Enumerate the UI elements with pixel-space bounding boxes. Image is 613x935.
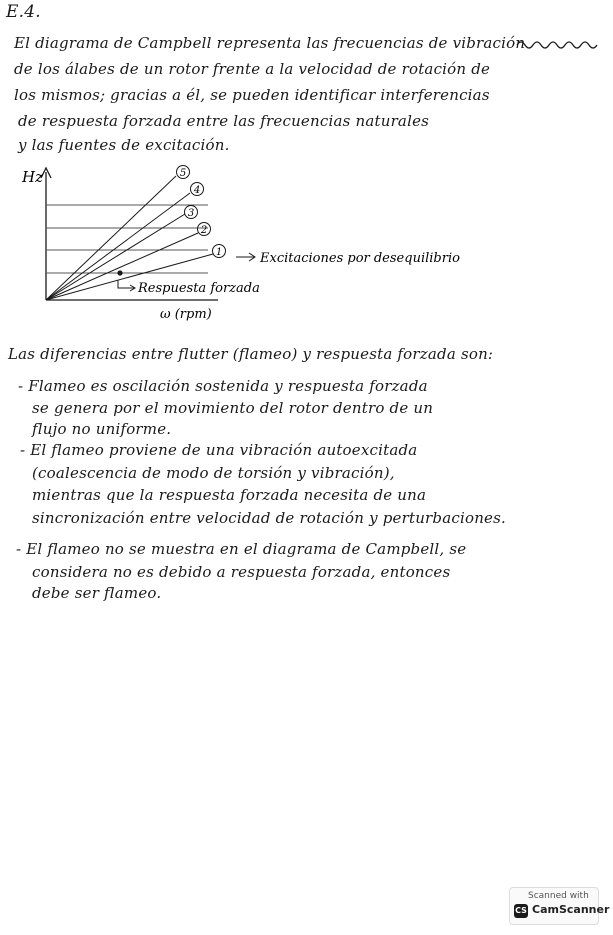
bullet-line: (coalescencia de modo de torsión y vibración), (32, 464, 395, 482)
bullet-line: - Flameo es oscilación sostenida y respuesta forzada (18, 377, 428, 395)
bullet-line: debe ser flameo. (32, 584, 162, 602)
forced-response-point (117, 270, 122, 275)
camscanner-name: CamScanner (532, 903, 610, 916)
page-heading: E.4. (6, 2, 41, 22)
order-label: 4 (193, 185, 201, 196)
bullet-line: - El flameo proviene de una vibración autoexcitada (20, 441, 418, 459)
camscanner-logo-icon: CS (514, 904, 528, 918)
campbell-diagram (0, 0, 613, 330)
bullet-line: flujo no uniforme. (32, 420, 172, 438)
excitation-label: Excitaciones por desequilibrio (260, 251, 460, 266)
intro-line: de los álabes de un rotor frente a la velocidad de rotación de (14, 60, 491, 78)
x-axis-label: ω (rpm) (160, 307, 212, 322)
y-axis-label: Hz (22, 168, 43, 186)
bullet-line: sincronización entre velocidad de rotación y perturbaciones. (32, 509, 506, 527)
order-label: 1 (215, 247, 223, 258)
forced-response-arrow (118, 280, 134, 288)
differences-intro: Las diferencias entre flutter (flameo) y respuesta forzada son: (8, 345, 494, 363)
bullet-line: considera no es debido a respuesta forzada, entonces (32, 563, 451, 581)
forced-response-label: Respuesta forzada (138, 281, 260, 296)
bullet-line: mientras que la respuesta forzada necesita de una (32, 486, 427, 504)
order-label: 5 (179, 168, 187, 179)
intro-line: los mismos; gracias a él, se pueden identificar interferencias (14, 86, 490, 104)
order-label: 3 (187, 208, 195, 219)
bullet-line: se genera por el movimiento del rotor dentro de un (32, 399, 434, 417)
bullet-line: - El flameo no se muestra en el diagrama de Campbell, se (16, 540, 467, 558)
intro-line: y las fuentes de excitación. (18, 136, 230, 154)
scanned-with-text: Scanned with (528, 891, 589, 901)
scanner-watermark (509, 887, 610, 925)
order-label: 2 (200, 225, 208, 236)
intro-line: de respuesta forzada entre las frecuencias naturales (18, 112, 430, 130)
intro-line: El diagrama de Campbell representa las frecuencias de vibración (14, 34, 526, 52)
